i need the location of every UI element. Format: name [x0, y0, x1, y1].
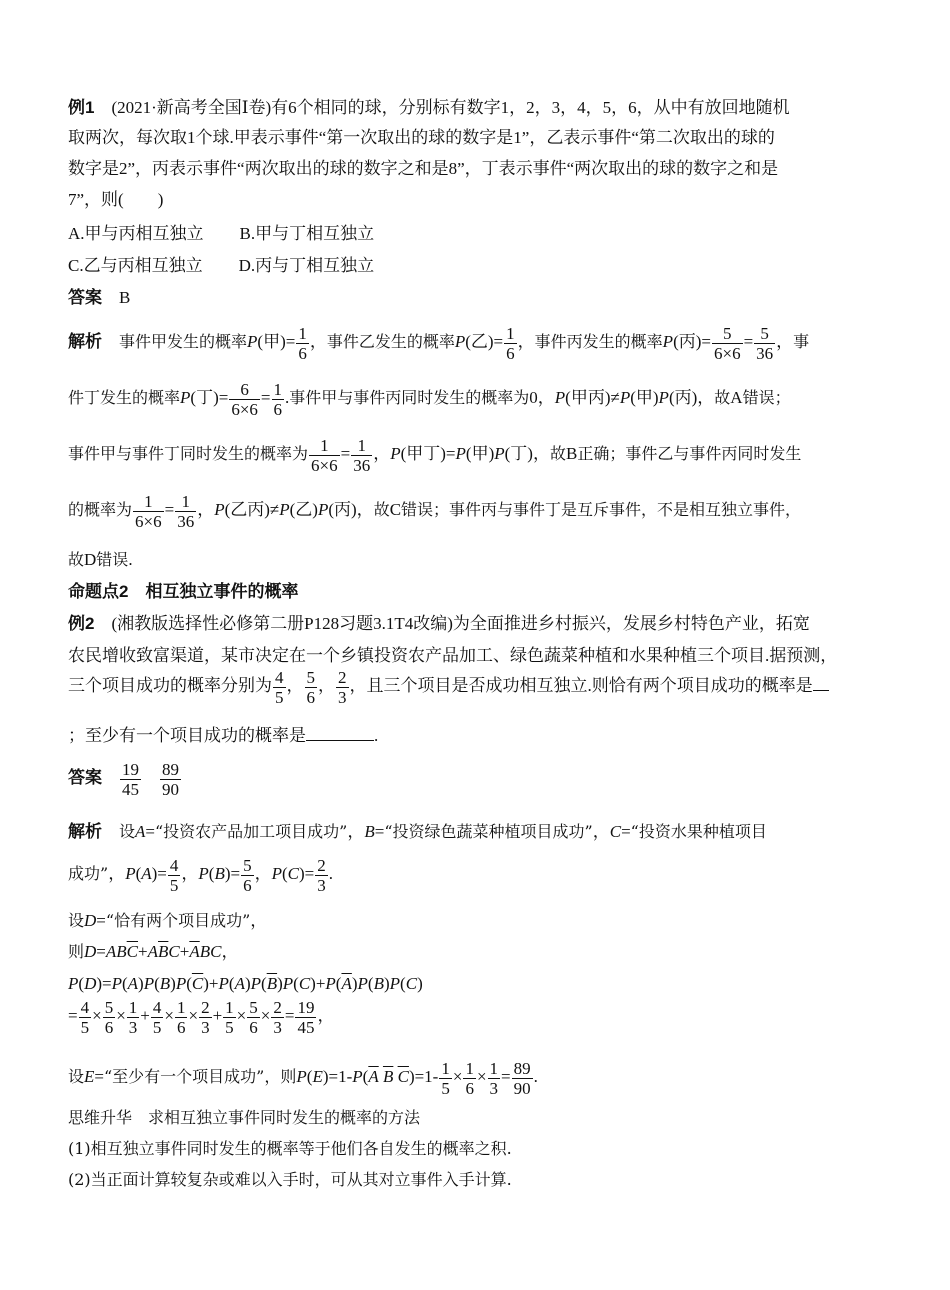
- ex2-analysis-line-3: 设D=“恰有两个项目成功”，: [68, 911, 268, 930]
- ex2-line-2: 农民增收致富渠道，某市决定在一个乡镇投资农产品加工、绿色蔬菜种植和水果种植三个项目.据预测，: [68, 646, 838, 665]
- ex2-analysis-line-4: 则$D=AB\overline{C}+A\overline{B}C+\overline{A}BC$，: [68, 942, 239, 961]
- ex2-analysis-line-5: $P(D)=P(A)P(B)P(\overline{C})+P(A)P(\overline{B})P(C)+P(\overline{A})P(B)P(C)$: [68, 974, 423, 993]
- ex1-line-2: 取两次，每次取1个球.甲表示事件“第一次取出的球的数字是1”，乙表示事件“第二次取出的球的: [68, 128, 775, 147]
- ex2-analysis-line-6: = $\frac{4}{5}$ × $\frac{5}{6}$ × $\frac{1}{3}$ + $\frac{4}{5}$ × $\frac{1}{6}$ × $\frac{2}{3}$ + $\frac{1}{5}$ × $\frac{5}{6}$ × $\frac{2}{3}$ = $\frac{19}{45}$ ，: [68, 997, 335, 1037]
- thinking-summary-point-2: (2)当正面计算较复杂或难以入手时，可从其对立事件入手计算.: [68, 1170, 512, 1189]
- option-d: D.丙与丁相互独立: [238, 256, 375, 275]
- ex1-analysis-line-4: 的概率为 $\frac{1}{6\times 6}$ = $\frac{1}{36}$ ，P(乙丙)≠P(乙)P(丙)，故C错误；事件丙与事件丁是互斥事件，不是相互独立事件，: [68, 491, 802, 531]
- ex1-line-1: 例1 (2021·新高考全国Ⅰ卷)有6个相同的球，分别标有数字1，2，3，4，5，6，从中有放回地随机: [68, 98, 790, 117]
- ex2-line-3: 三个项目成功的概率分别为 $\frac{4}{5}$ ， $\frac{5}{6}$ ， $\frac{2}{3}$ ，且三个项目是否成功相互独立.则恰有两个项目成功的概率是: [68, 664, 882, 708]
- ex1-answer-value: B: [119, 288, 131, 307]
- ex2-analysis-line-2: 成功”，P(A)= $\frac{4}{5}$ ，P(B)= $\frac{5}{6}$ ，P(C)= $\frac{2}{3}$ .: [68, 855, 333, 895]
- ex1-label: 例1: [68, 98, 95, 117]
- ex2-analysis-line-7: 设E=“至少有一个项目成功”，则$P(E)=1-P(\overline{A}$ $\overline{B}$ $\overline{C})=1-$ $\frac{1}{5}$ × $\frac{1}{6}$ × $\frac{1}{3}$ = $\frac{89}{90}$ .: [68, 1058, 538, 1098]
- ex2-line-4: ；至少有一个项目成功的概率是 .: [68, 726, 379, 745]
- ex1-options-row-1: [68, 222, 882, 246]
- ex2-label: 例2: [68, 614, 95, 633]
- thinking-summary-point-1: (1)相互独立事件同时发生的概率等于他们各自发生的概率之积.: [68, 1139, 512, 1158]
- answer-blank-1: [813, 676, 829, 691]
- section-title: 命题点2 相互独立事件的概率: [68, 582, 299, 601]
- option-c: C.乙与丙相互独立: [68, 256, 203, 275]
- ex1-line-3: 数字是2”，丙表示事件“两次取出的球的数字之和是8”，丁表示事件“两次取出的球的数字之和是: [68, 159, 779, 178]
- ex1-analysis-line-2: 件丁发生的概率P(丁)= $\frac{6}{6\times 6}$ = $\frac{1}{6}$ .事件甲与事件丙同时发生的概率为0，P(甲丙)≠P(甲)P(丙)，故A错误；: [68, 379, 791, 419]
- ex1-options-row-2: [68, 254, 882, 278]
- answer-blank-2: [306, 726, 374, 741]
- ex1-answer: 答案 B: [68, 288, 131, 307]
- ex2-analysis-line-1: 解析 设A=“投资农产品加工项目成功”，B=“投资绿色蔬菜种植项目成功”，C=“投资水果种植项目: [68, 822, 767, 841]
- thinking-summary-title: 思维升华 求相互独立事件同时发生的概率的方法: [68, 1108, 421, 1127]
- ex2-answer: 答案 $\frac{19}{45}$ $\frac{89}{90}$: [68, 759, 179, 799]
- ex1-analysis-line-3: 事件甲与事件丁同时发生的概率为 $\frac{1}{6\times 6}$ = $\frac{1}{36}$ ，P(甲丁)=P(甲)P(丁)，故B正确；事件乙与事件丙同时发生: [68, 435, 802, 475]
- option-b: B.甲与丁相互独立: [239, 224, 375, 243]
- ex1-analysis-line-5: 故D错误.: [68, 550, 133, 569]
- ex1-line-4: 7”，则( ): [68, 190, 164, 209]
- option-a: A.甲与丙相互独立: [68, 224, 204, 243]
- ex2-line-1: 例2 (湘教版选择性必修第二册P128习题3.1T4改编)为全面推进乡村振兴，发展乡村特色产业，拓宽: [68, 614, 810, 633]
- ex1-analysis-line-1: 解析 事件甲发生的概率P(甲)= $\frac{1}{6}$ ，事件乙发生的概率P(乙)= $\frac{1}{6}$ ，事件丙发生的概率P(丙)= $\frac{5}{6\times 6}$ = $\frac{5}{36}$ ，事: [68, 323, 810, 363]
